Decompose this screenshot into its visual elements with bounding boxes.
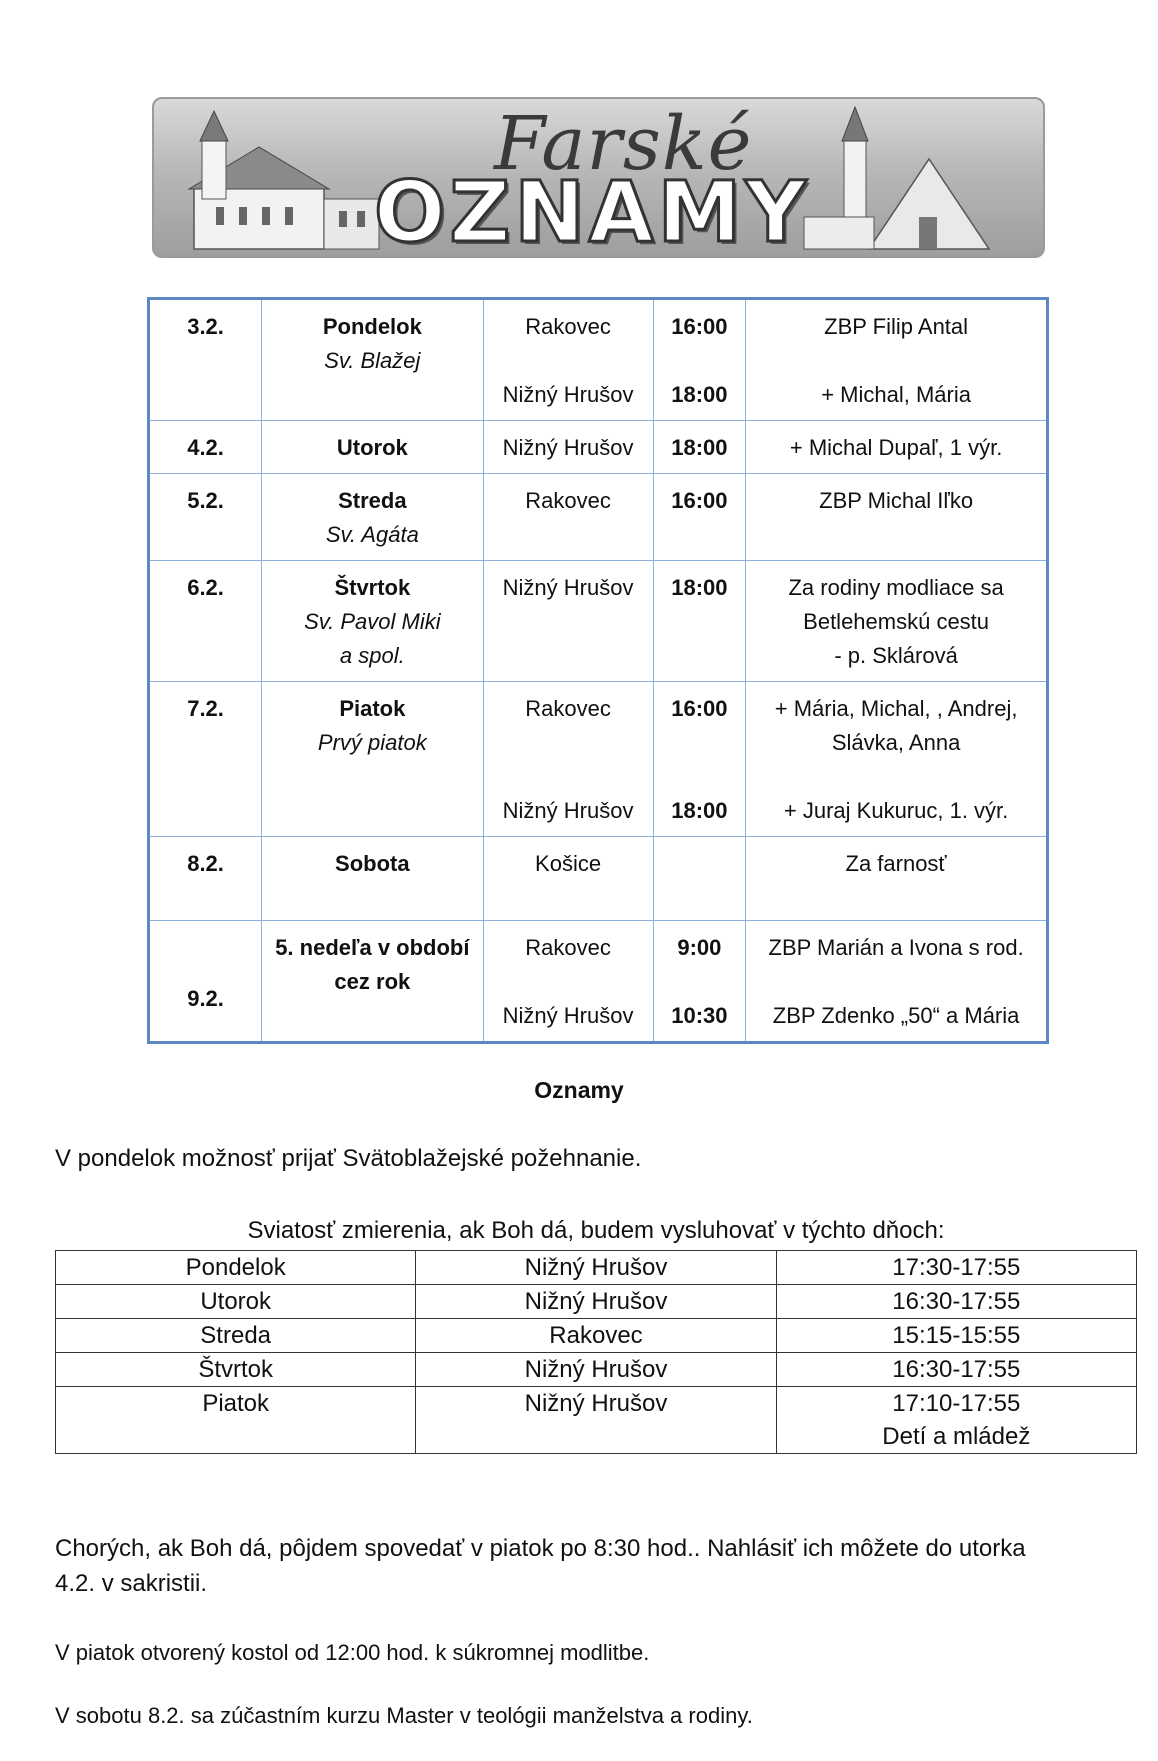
confession-place: Nižný Hrušov	[416, 1251, 776, 1285]
table-row	[149, 682, 1048, 837]
intention-text: - p. Sklárová	[834, 643, 958, 668]
place-name: Rakovec	[525, 314, 611, 339]
announcements-title: Oznamy	[534, 1077, 624, 1103]
date-cell: 7.2.	[149, 682, 262, 837]
confession-note: Detí a mládež	[882, 1423, 1031, 1450]
day-name: cez rok	[334, 969, 411, 994]
intention-cell: Za farnosť	[746, 837, 1048, 921]
saint-name: Sv. Agáta	[325, 522, 419, 547]
confession-day: Streda	[56, 1319, 416, 1353]
time-cell: 18:00	[653, 421, 746, 474]
day-cell	[262, 474, 483, 561]
confession-day: Pondelok	[56, 1251, 416, 1285]
confession-place: Nižný Hrušov	[416, 1285, 776, 1319]
place-name: Nižný Hrušov	[502, 1003, 634, 1028]
table-row	[149, 299, 1048, 421]
date-cell: 6.2.	[149, 561, 262, 682]
date-cell: 9.2.	[149, 921, 262, 1043]
time-value: 18:00	[671, 382, 728, 407]
place-name: Rakovec	[525, 696, 611, 721]
intention-text: + Michal, Mária	[821, 382, 971, 407]
confession-place: Nižný Hrušov	[416, 1387, 776, 1454]
place-cell	[483, 682, 653, 837]
intention-cell	[746, 299, 1048, 421]
header-banner	[152, 97, 1045, 258]
saint-name: Sv. Pavol Miki	[304, 609, 441, 634]
time-cell	[653, 837, 746, 921]
table-row	[56, 1285, 1137, 1319]
confession-time-value: 17:10-17:55	[892, 1390, 1021, 1417]
day-name: 5. nedeľa v období	[275, 935, 470, 960]
day-cell	[262, 921, 483, 1043]
place-cell: Nižný Hrušov	[483, 421, 653, 474]
date-cell: 8.2.	[149, 837, 262, 921]
intention-cell	[746, 921, 1048, 1043]
open-church-notice: V piatok otvorený kostol od 12:00 hod. k súkromnej modlitbe.	[55, 1640, 650, 1665]
confession-intro: Sviatosť zmierenia, ak Boh dá, budem vysluhovať v týchto dňoch:	[247, 1217, 945, 1244]
time-cell	[653, 921, 746, 1043]
table-row	[149, 561, 1048, 682]
day-name: Štvrtok	[334, 575, 411, 600]
confession-time	[776, 1387, 1136, 1454]
date-cell: 5.2.	[149, 474, 262, 561]
intention-text: + Juraj Kukuruc, 1. výr.	[783, 798, 1009, 823]
day-cell	[262, 837, 483, 921]
intention-cell	[746, 682, 1048, 837]
time-cell: 16:00	[653, 474, 746, 561]
intention-text: Betlehemskú cestu	[803, 609, 990, 634]
time-value: 18:00	[671, 798, 728, 823]
day-name: Piatok	[339, 696, 406, 721]
time-cell	[653, 682, 746, 837]
saint-name: a spol.	[339, 643, 405, 668]
time-value: 16:00	[671, 314, 728, 339]
banner-block-title: OZNAMY	[374, 163, 811, 258]
time-value: 9:00	[677, 935, 722, 960]
saint-name: Prvý piatok	[317, 730, 427, 755]
confession-time: 15:15-15:55	[776, 1319, 1136, 1353]
day-name: Pondelok	[322, 314, 422, 339]
confession-time: 17:30-17:55	[776, 1251, 1136, 1285]
intention-text: ZBP Zdenko „50“ a Mária	[772, 1003, 1020, 1028]
day-cell	[262, 561, 483, 682]
confession-time: 16:30-17:55	[776, 1285, 1136, 1319]
day-name: Utorok	[336, 435, 408, 460]
intention-text: + Mária, Michal, , Andrej,	[774, 696, 1018, 721]
banner-script-title: Farské	[494, 101, 753, 187]
time-cell	[653, 299, 746, 421]
place-cell: Nižný Hrušov	[483, 561, 653, 682]
day-cell	[262, 421, 483, 474]
intention-cell: + Michal Dupaľ, 1 výr.	[746, 421, 1048, 474]
place-cell: Rakovec	[483, 474, 653, 561]
mass-schedule-table	[147, 297, 1049, 1044]
place-cell: Košice	[483, 837, 653, 921]
time-value: 10:30	[671, 1003, 728, 1028]
day-name: Sobota	[335, 851, 410, 876]
day-cell	[262, 682, 483, 837]
saint-name: Sv. Blažej	[324, 348, 421, 373]
confession-place: Nižný Hrušov	[416, 1353, 776, 1387]
date-cell: 3.2.	[149, 299, 262, 421]
intention-cell	[746, 561, 1048, 682]
confession-table	[55, 1250, 1137, 1454]
sick-visit-line1: Chorých, ak Boh dá, pôjdem spovedať v piatok po 8:30 hod.. Nahlásiť ich môžete do utorka	[55, 1535, 1026, 1562]
intention-cell: ZBP Michal Iľko	[746, 474, 1048, 561]
table-row	[56, 1353, 1137, 1387]
course-notice: V sobotu 8.2. sa zúčastním kurzu Master v teológii manželstva a rodiny.	[55, 1703, 753, 1728]
intention-text: ZBP Marián a Ivona s rod.	[768, 935, 1024, 960]
table-row	[149, 921, 1048, 1043]
table-row	[149, 474, 1048, 561]
time-value: 16:00	[671, 696, 728, 721]
confession-day: Piatok	[56, 1387, 416, 1454]
table-row	[149, 837, 1048, 921]
place-cell	[483, 921, 653, 1043]
date-cell: 4.2.	[149, 421, 262, 474]
confession-place: Rakovec	[416, 1319, 776, 1353]
intention-text: Za rodiny modliace sa	[788, 575, 1004, 600]
place-name: Rakovec	[525, 935, 611, 960]
day-cell	[262, 299, 483, 421]
confession-day: Štvrtok	[56, 1353, 416, 1387]
table-row	[56, 1251, 1137, 1285]
place-name: Nižný Hrušov	[502, 798, 634, 823]
blessing-notice: V pondelok možnosť prijať Svätoblažejské požehnanie.	[55, 1145, 642, 1172]
time-cell: 18:00	[653, 561, 746, 682]
place-name: Nižný Hrušov	[502, 382, 634, 407]
confession-time: 16:30-17:55	[776, 1353, 1136, 1387]
intention-text: Slávka, Anna	[831, 730, 961, 755]
confession-day: Utorok	[56, 1285, 416, 1319]
table-row	[149, 421, 1048, 474]
table-row	[56, 1387, 1137, 1454]
table-row	[56, 1319, 1137, 1353]
intention-text: ZBP Filip Antal	[824, 314, 969, 339]
day-name: Streda	[338, 488, 407, 513]
place-cell	[483, 299, 653, 421]
sick-visit-line2: 4.2. v sakristii.	[55, 1570, 208, 1597]
